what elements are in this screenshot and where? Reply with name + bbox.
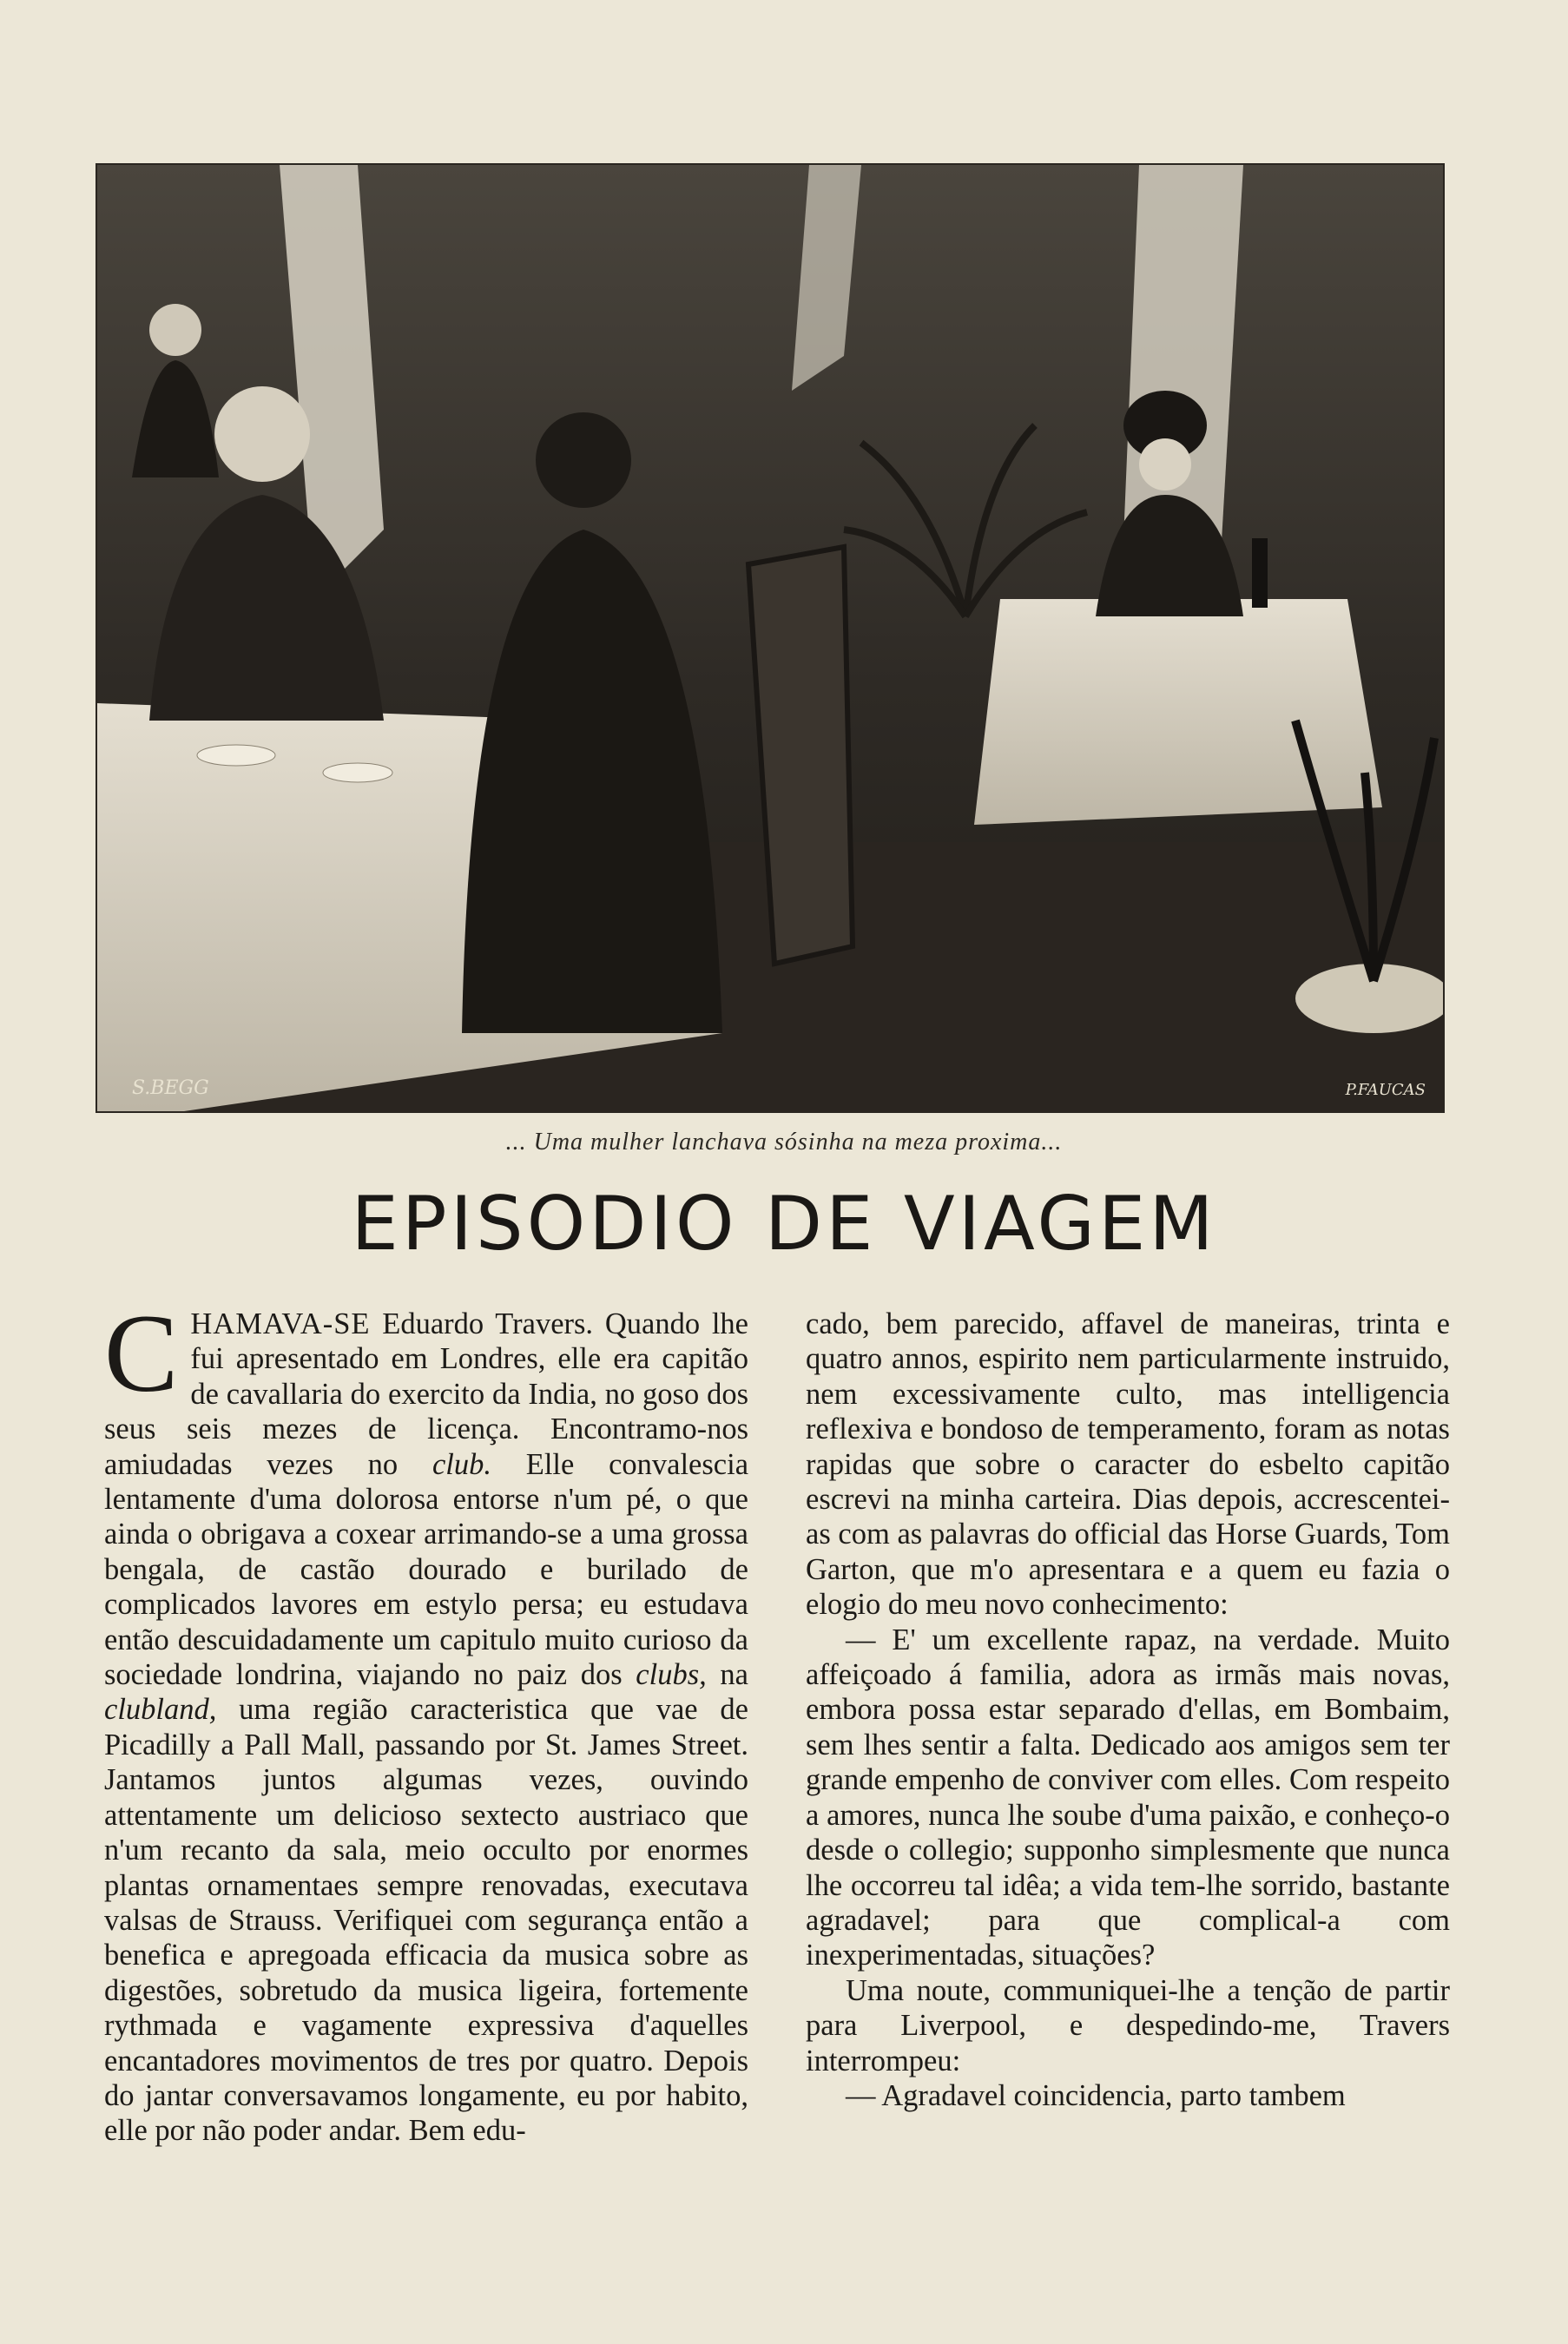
paragraph: cado, bem parecido, affavel de maneiras, trinta e quatro annos, espirito nem particularmente instruido, nem excessivamente culto, mas intelligencia reflexiva e bondoso de temperamento, foram as notas rapidas que sobre o caracter do esbelto capitão escrevi na minha carteira. Dias depois, accrescentei-as com as palavras do official das Horse Guards, Tom Garton, que m'o apresentara e a quem eu fazia o elogio do meu novo conhecimento:: [806, 1307, 1450, 1622]
waiter-head: [149, 304, 201, 356]
text-run: Eduardo Travers. Quando lhe fui apresentado em Londres, elle era capitão de cavallaria do exercito da India, no goso dos seus seis mezes de licença. Encontramo-nos amiudadas vezes no: [104, 1307, 748, 1481]
article-title: EPISODIO DE VIAGEM: [351, 1181, 1217, 1267]
paragraph: — Agradavel coincidencia, parto tambem: [846, 2078, 1346, 2112]
wine-bottle: [1252, 538, 1268, 608]
italic-word: clubland,: [104, 1693, 217, 1727]
drop-cap: C: [104, 1292, 179, 1415]
paragraph: — E' um excellente rapaz, na verdade. Muito affeiçoado á familia, adora as irmãs mais novas, embora possa estar separado d'ellas, em Bombaim, sem lhes sentir a falta. Dedicado aos amigos sem ter grande empenho de conviver com elles. Com respeito a amores, nunca lhe soube d'uma paixão, e conheço-o desde o collegio; supponho simplesmente que nunca lhe occorreu tal idêa; a vida tem-lhe sorrido, bastante agradavel; para que complical-a com inexperimentadas, situações?: [806, 1623, 1450, 1972]
seated-man-head: [214, 386, 310, 482]
text-run: uma região caracteristica que vae de Picadilly a Pall Mall, passando por St. James Street. Jantamos juntos algumas vezes, ouvindo attentamente um delicioso sextecto austriaco que n'um recanto da sala, meio occulto por enormes plantas ornamentaes sempre renovadas, executava valsas de Strauss. Verifiquei com segurança então a benefica e apregoada efficacia da musica sobre as digestões, sobretudo da musica ligeira, fortemente rythmada e vagamente expressiva d'aquelles encantadores movimentos de tres por quatro. Depois do jantar conversavamos longamente, eu por habito, elle por não poder andar. Bem edu-: [104, 1693, 748, 2148]
illustration-caption: ... Uma mulher lanchava sósinha na meza proxima...: [505, 1129, 1063, 1156]
artist-signature-left: S.BEGG: [132, 1077, 209, 1099]
paragraph: [104, 1292, 749, 2149]
paragraph: Uma noute, communiquei-lhe a tenção de partir para Liverpool, e despedindo-me, Travers interrompeu:: [806, 1973, 1450, 2077]
right-table: [974, 599, 1382, 825]
back-man-head: [536, 412, 631, 508]
column-left: [104, 1292, 749, 2149]
column-right: [806, 1307, 1450, 2149]
text-run: Elle convalescia lentamente d'uma dolorosa entorse n'um pé, o que ainda o obrigava a coxear arrimando-se a uma grossa bengala, de castão dourado e burilado de complicados lavores em estylo persa; eu estudava então descuidadamente um capitulo muito curioso da sociedade londrina, viajando no paiz dos: [104, 1447, 749, 1692]
restaurant-illustration: [96, 163, 1445, 1113]
lead-smallcaps: HAMAVA-SE: [190, 1307, 371, 1340]
plate: [323, 763, 392, 782]
italic-word: clubs,: [636, 1658, 707, 1692]
plate: [197, 745, 275, 766]
artist-signature-right: P.FAUCAS: [1345, 1081, 1426, 1099]
restaurant-scene-illustration: [97, 165, 1443, 1111]
italic-word: club.: [432, 1447, 491, 1481]
text-run: na: [706, 1658, 748, 1692]
article-body: [104, 1292, 1450, 2149]
